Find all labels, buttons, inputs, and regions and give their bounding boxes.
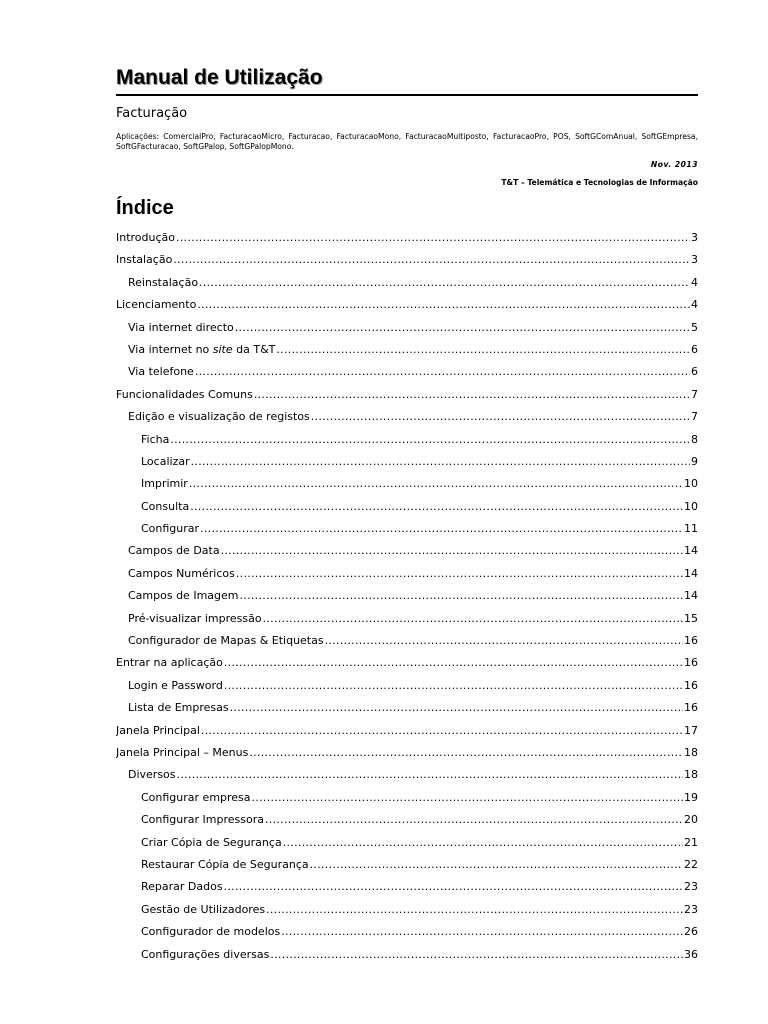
toc-entry-label: Instalação (116, 253, 173, 267)
toc-page-number: 4 (691, 275, 698, 289)
toc-entry[interactable] (116, 339, 698, 361)
toc-page-number: 4 (691, 298, 698, 312)
document-page (116, 64, 698, 966)
toc-page-number: 14 (684, 589, 698, 603)
toc-page-number: 14 (684, 544, 698, 558)
toc-entry[interactable] (116, 652, 698, 674)
toc-leader-dots (230, 697, 683, 719)
toc-page-number: 23 (684, 902, 698, 916)
toc-entry[interactable] (116, 764, 698, 786)
document-subtitle: Facturação (116, 106, 188, 121)
toc-entry-label: Gestão de Utilizadores (141, 902, 266, 916)
toc-entry-label: Campos de Data (128, 544, 220, 558)
toc-leader-dots (224, 876, 683, 898)
toc-leader-dots (189, 473, 683, 495)
toc-entry-label: Login e Password (128, 678, 223, 692)
toc-entry[interactable] (116, 832, 698, 854)
toc-page-number: 8 (691, 432, 698, 446)
toc-entry-label: Janela Principal (116, 723, 200, 737)
toc-entry[interactable] (116, 742, 698, 764)
toc-entry-label: Configurador de modelos (141, 925, 281, 939)
toc-entry[interactable] (116, 854, 698, 876)
toc-entry[interactable] (116, 675, 698, 697)
toc-entry[interactable] (116, 272, 698, 294)
toc-leader-dots (276, 339, 690, 361)
toc-entry[interactable] (116, 384, 698, 406)
toc-entry[interactable] (116, 361, 698, 383)
toc-page-number: 3 (691, 231, 698, 244)
toc-entry-label: Reparar Dados (141, 880, 223, 894)
toc-entry-label: Lista de Empresas (128, 701, 229, 715)
toc-entry[interactable] (116, 249, 698, 271)
toc-entry-label: Diversos (128, 768, 176, 782)
toc-entry[interactable] (116, 518, 698, 540)
toc-entry-label: Pré-visualizar impressão (128, 611, 262, 625)
toc-page-number: 17 (684, 723, 698, 737)
toc-page-number: 16 (684, 701, 698, 715)
toc-entry[interactable] (116, 429, 698, 451)
applications-list: Aplicações: ComercialPro, FacturacaoMicro, Facturacao, FacturacaoMono, FacturacaoMultiposto, FacturacaoPro, POS, SoftGComAnual, SoftGEmpresa, SoftGFacturacao, SoftGPalop, SoftGPalopMono. (116, 132, 698, 151)
toc-entry-label: Restaurar Cópia de Segurança (141, 857, 309, 871)
toc-leader-dots (170, 429, 690, 451)
toc-page-number: 11 (684, 522, 698, 536)
toc-page-number: 16 (684, 678, 698, 692)
toc-page-number: 10 (684, 477, 698, 491)
toc-page-number: 5 (691, 320, 698, 334)
toc-leader-dots (177, 764, 683, 786)
toc-page-number: 36 (684, 947, 698, 961)
toc-page-number: 23 (684, 880, 698, 894)
toc-entry[interactable] (116, 630, 698, 652)
toc-entry-label: Edição e visualização de registos (128, 410, 310, 424)
toc-leader-dots (310, 854, 683, 876)
document-date: Nov. 2013 (650, 160, 698, 169)
toc-page-number: 14 (684, 566, 698, 580)
table-of-contents (116, 227, 698, 966)
toc-entry[interactable] (116, 608, 698, 630)
toc-page-number: 22 (684, 857, 698, 871)
toc-entry-label: Localizar (141, 454, 190, 468)
toc-entry[interactable] (116, 294, 698, 316)
company-name: T&T – Telemática e Tecnologias de Informação (501, 178, 698, 187)
toc-entry-label: Consulta (141, 499, 190, 513)
toc-entry-label: Ficha (141, 432, 170, 446)
toc-leader-dots (235, 317, 690, 339)
toc-leader-dots (265, 809, 683, 831)
toc-leader-dots (173, 249, 690, 271)
toc-page-number: 26 (684, 925, 698, 939)
toc-leader-dots (199, 272, 690, 294)
toc-entry-label: Campos Numéricos (128, 566, 235, 580)
toc-page-number: 10 (684, 499, 698, 513)
toc-page-number: 16 (684, 634, 698, 648)
toc-leader-dots (240, 585, 684, 607)
toc-leader-dots (224, 675, 683, 697)
toc-entry[interactable] (116, 720, 698, 742)
toc-entry-label: Configurações diversas (141, 947, 270, 961)
toc-leader-dots (190, 496, 683, 518)
toc-entry[interactable] (116, 876, 698, 898)
toc-leader-dots (236, 563, 683, 585)
toc-leader-dots (281, 921, 683, 943)
toc-entry[interactable] (116, 473, 698, 495)
toc-entry[interactable] (116, 921, 698, 943)
toc-entry-label: Reinstalação (128, 275, 199, 289)
toc-entry[interactable] (116, 899, 698, 921)
toc-entry-label: Imprimir (141, 477, 188, 491)
toc-leader-dots (325, 630, 683, 652)
toc-page-number: 16 (684, 656, 698, 670)
toc-entry-label: Janela Principal – Menus (116, 745, 249, 759)
toc-entry[interactable] (116, 787, 698, 809)
toc-entry-label: Configurador de Mapas & Etiquetas (128, 634, 324, 648)
toc-page-number: 6 (691, 365, 698, 379)
toc-entry[interactable] (116, 697, 698, 719)
toc-page-number: 3 (691, 253, 698, 267)
toc-entry-label: Via telefone (128, 365, 194, 379)
toc-page-number: 18 (684, 768, 698, 782)
toc-entry[interactable] (116, 496, 698, 518)
toc-entry-label: Via internet no site da T&T (128, 342, 276, 356)
toc-leader-dots (176, 227, 690, 249)
toc-entry-label: Entrar na aplicação (116, 656, 223, 670)
toc-entry-label: Licenciamento (116, 298, 197, 312)
toc-leader-dots (311, 406, 690, 428)
toc-entry[interactable] (116, 317, 698, 339)
toc-page-number: 21 (684, 835, 698, 849)
toc-leader-dots (221, 540, 683, 562)
toc-page-number: 19 (684, 790, 698, 804)
toc-page-number: 20 (684, 813, 698, 827)
toc-leader-dots (200, 518, 683, 540)
toc-entry-label: Funcionalidades Comuns (116, 387, 253, 401)
toc-leader-dots (254, 384, 690, 406)
toc-entry[interactable] (116, 585, 698, 607)
toc-leader-dots (249, 742, 683, 764)
toc-entry-label: Introdução (116, 231, 176, 244)
toc-entry[interactable] (116, 451, 698, 473)
toc-leader-dots (197, 294, 690, 316)
toc-entry-label: Configurar Impressora (141, 813, 264, 827)
toc-entry[interactable] (116, 563, 698, 585)
toc-page-number: 18 (684, 745, 698, 759)
toc-leader-dots (270, 944, 683, 966)
toc-entry[interactable] (116, 809, 698, 831)
toc-leader-dots (201, 720, 683, 742)
toc-leader-dots (283, 832, 683, 854)
toc-entry-label: Campos de Imagem (128, 589, 239, 603)
toc-leader-dots (252, 787, 683, 809)
toc-page-number: 7 (691, 387, 698, 401)
toc-entry[interactable] (116, 227, 698, 249)
document-title: Manual de Utilização (116, 64, 698, 96)
toc-entry-label: Configurar empresa (141, 790, 251, 804)
toc-entry[interactable] (116, 406, 698, 428)
index-heading: Índice (116, 197, 174, 219)
toc-entry[interactable] (116, 540, 698, 562)
toc-page-number: 9 (691, 454, 698, 468)
toc-entry[interactable] (116, 944, 698, 966)
toc-page-number: 6 (691, 342, 698, 356)
toc-leader-dots (224, 652, 683, 674)
toc-leader-dots (191, 451, 690, 473)
toc-leader-dots (195, 361, 690, 383)
toc-entry-label: Configurar (141, 522, 200, 536)
toc-page-number: 7 (691, 410, 698, 424)
toc-page-number: 15 (684, 611, 698, 625)
toc-entry-label: Criar Cópia de Segurança (141, 835, 282, 849)
toc-leader-dots (263, 608, 683, 630)
toc-leader-dots (266, 899, 683, 921)
toc-entry-label: Via internet directo (128, 320, 234, 334)
